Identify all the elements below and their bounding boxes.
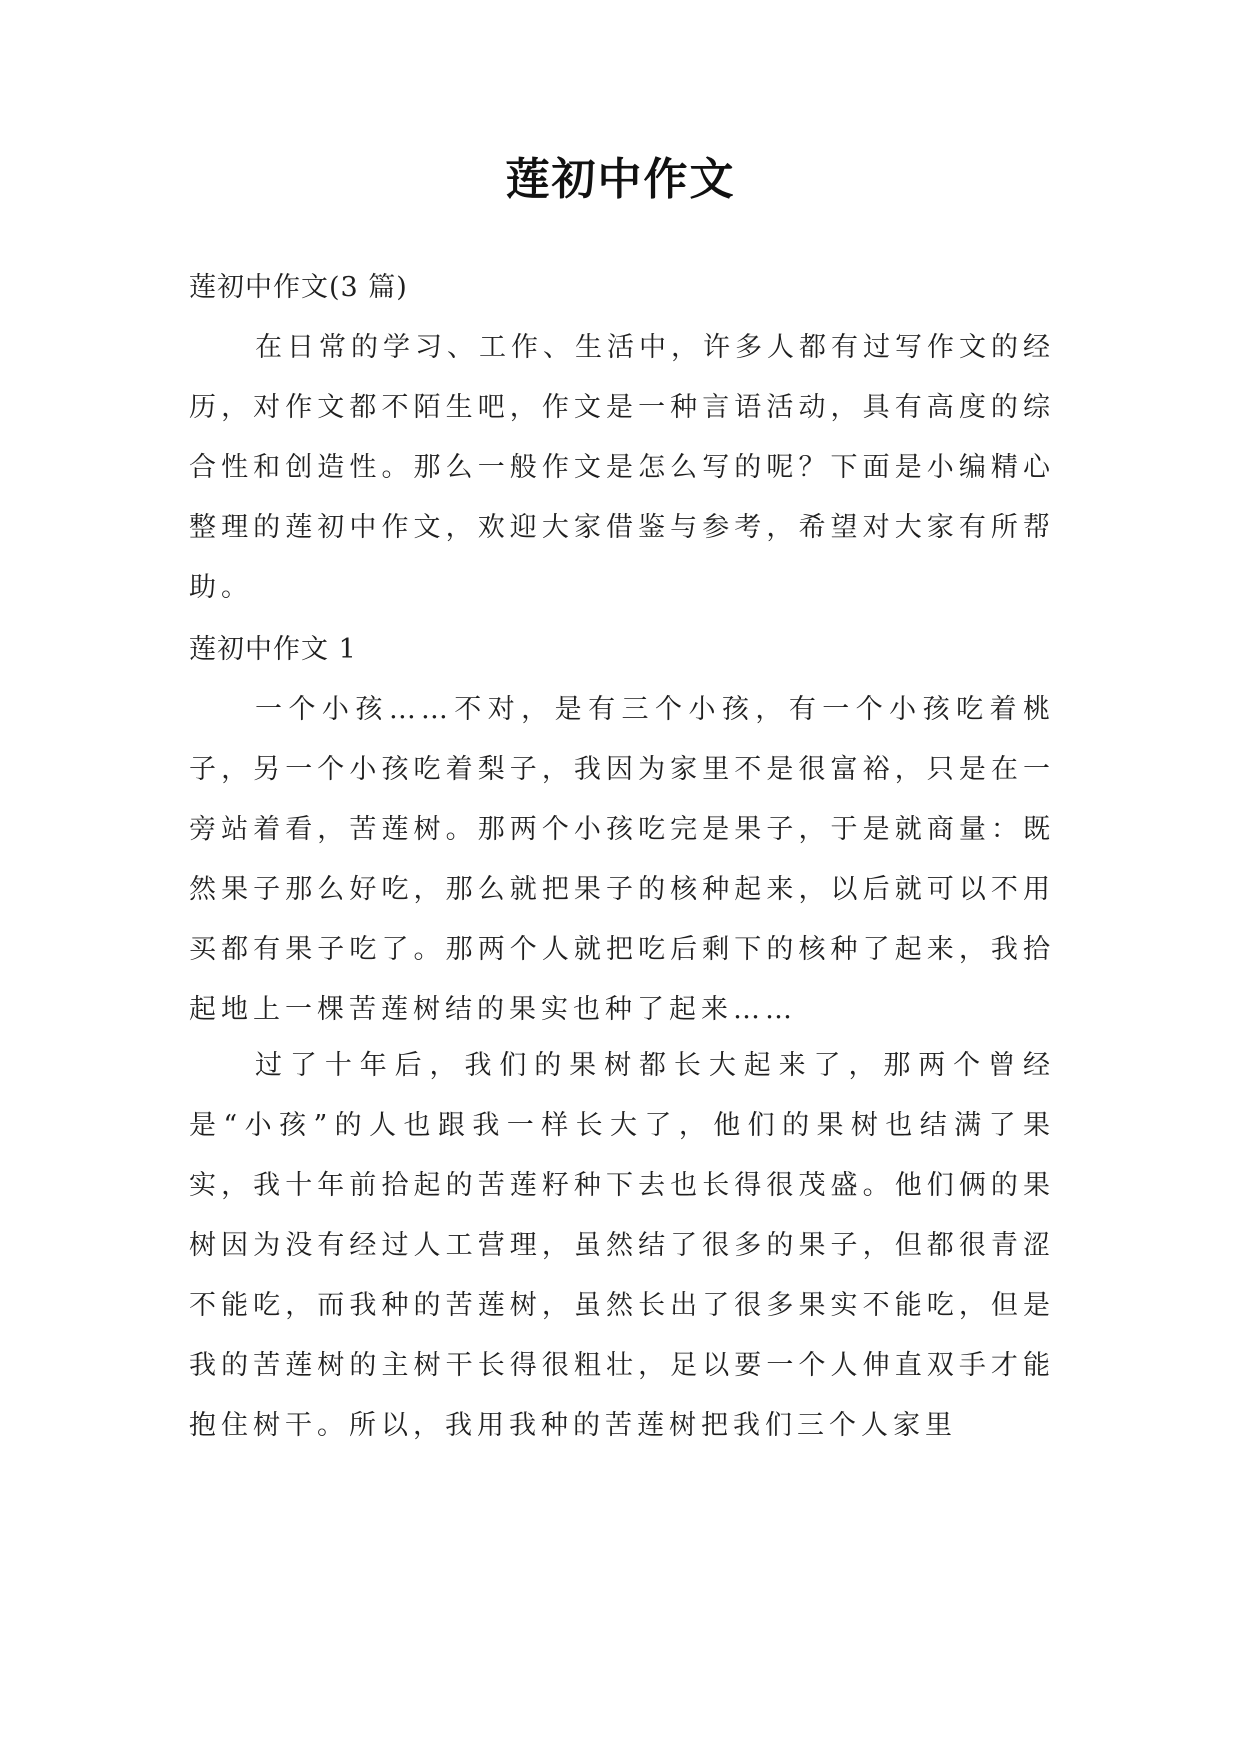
essay-1-paragraph-2: 过了十年后，我们的果树都长大起来了，那两个曾经是“小孩”的人也跟我一样长大了，他们的果树也结满了果实，我十年前拾起的苦莲籽种下去也长得很茂盛。他们俩的果树因为没有经过人工营理，虽然结了很多的果子，但都很青涩不能吃，而我种的苦莲树，虽然长出了很多果实不能吃，但是我的苦莲树的主树干长得很粗壮，足以要一个人伸直双手才能抱住树干。所以，我用我种的苦莲树把我们三个人家里 bbox=[189, 1050, 1055, 1441]
essay-1-section bbox=[189, 620, 1055, 1040]
intro-section bbox=[189, 258, 1055, 618]
intro-paragraph: 在日常的学习、工作、生活中，许多人都有过写作文的经历，对作文都不陌生吧，作文是一种言语活动，具有高度的综合性和创造性。那么一般作文是怎么写的呢？下面是小编精心整理的莲初中作文，欢迎大家借鉴与参考，希望对大家有所帮助。 bbox=[189, 332, 1055, 603]
essay-1-paragraph-1: 一个小孩……不对，是有三个小孩，有一个小孩吃着桃子，另一个小孩吃着梨子，我因为家里不是很富裕，只是在一旁站着看，苦莲树。那两个小孩吃完是果子，于是就商量：既然果子那么好吃，那么就把果子的核种起来，以后就可以不用买都有果子吃了。那两个人就把吃后剩下的核种了起来，我拾起地上一棵苦莲树结的果实也种了起来…… bbox=[189, 694, 1055, 1025]
intro-heading: 莲初中作文(3 篇) bbox=[189, 272, 408, 303]
essay-1-heading: 莲初中作文 1 bbox=[189, 634, 357, 665]
document-title: 莲初中作文 bbox=[505, 154, 736, 205]
essay-1-continued bbox=[189, 1036, 1055, 1456]
